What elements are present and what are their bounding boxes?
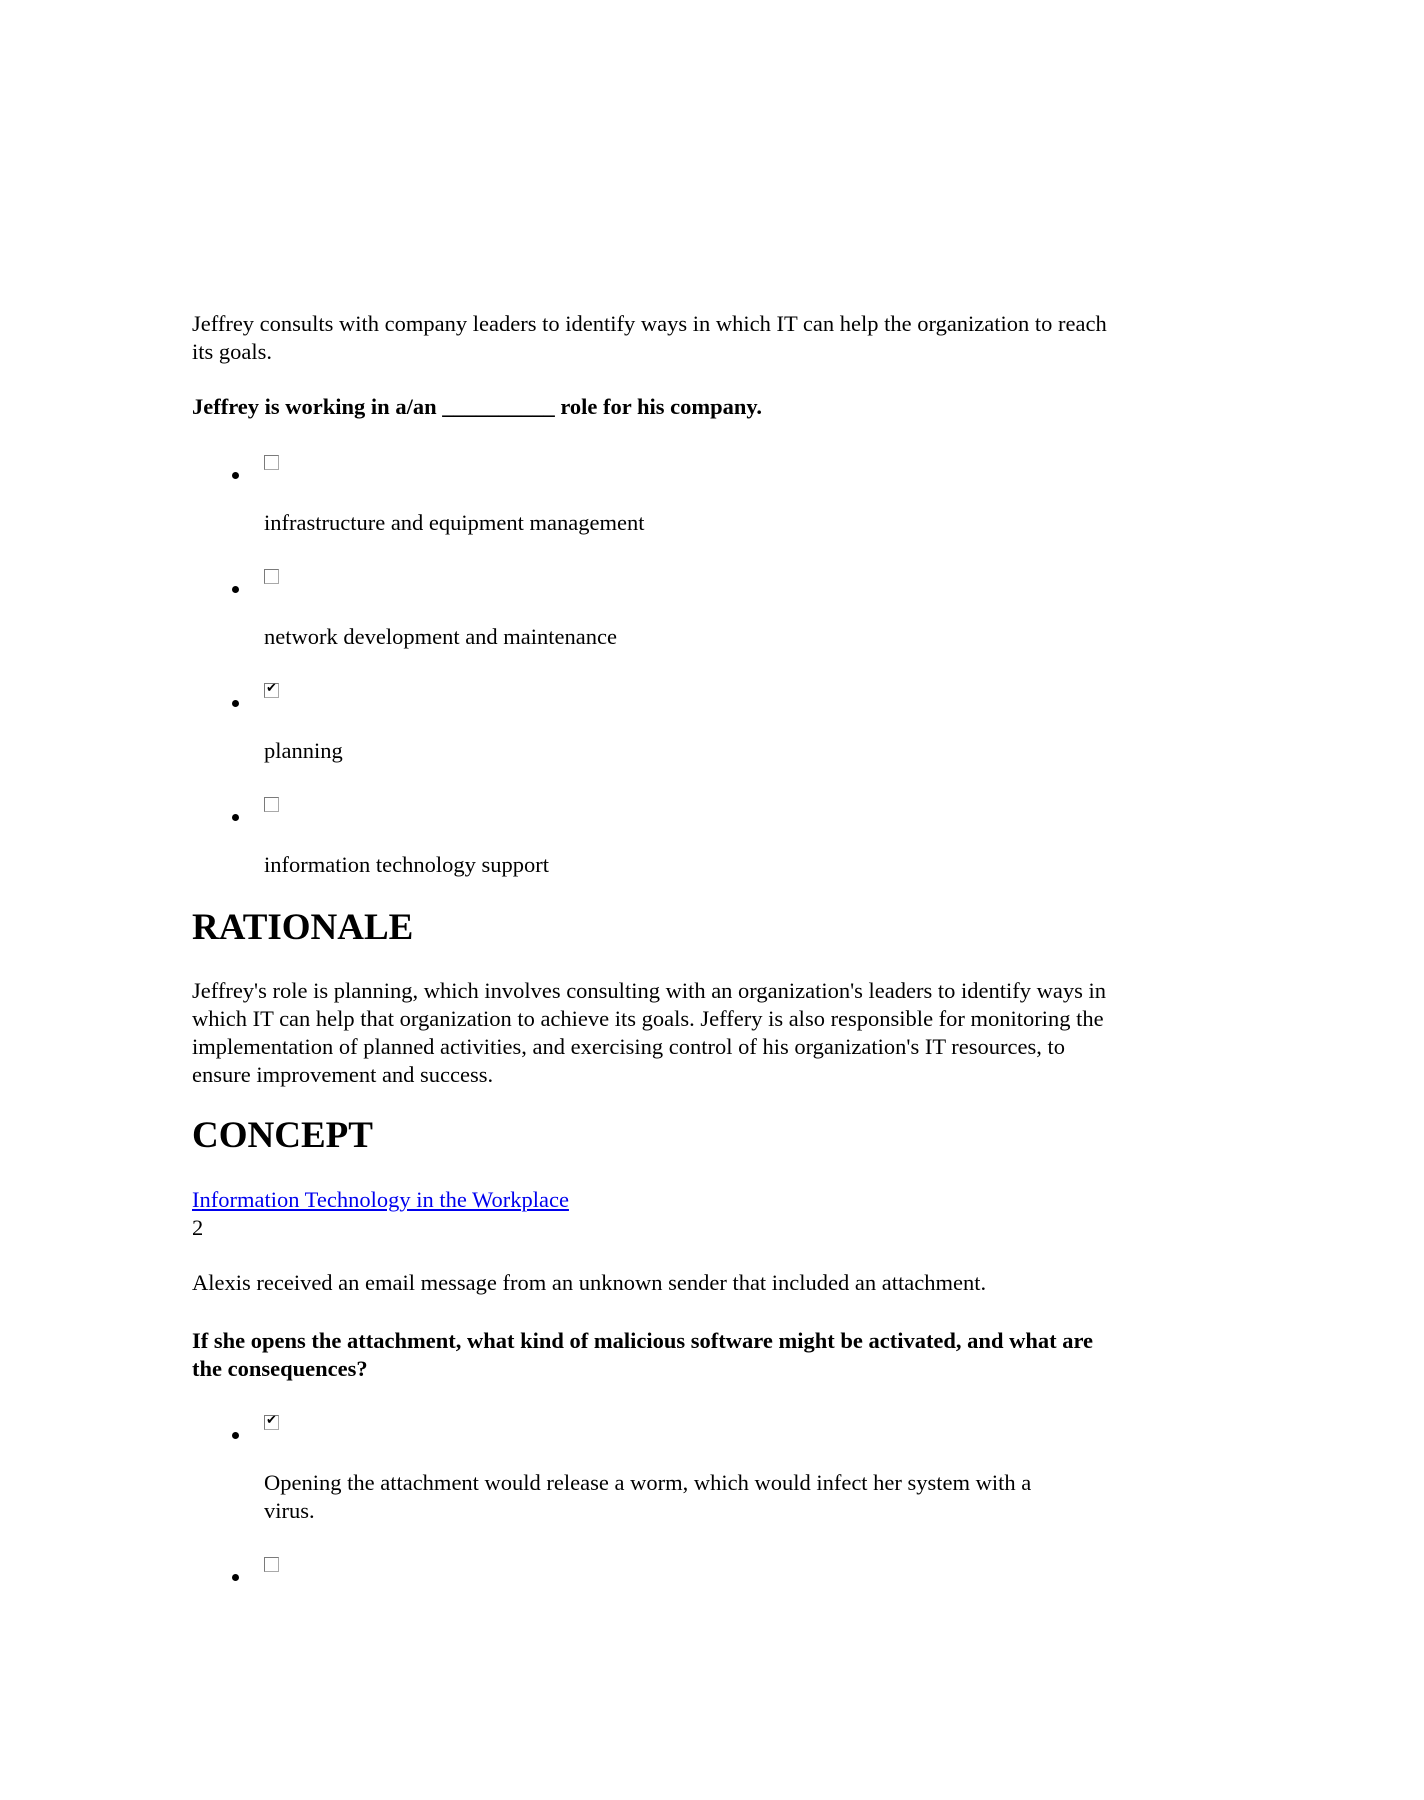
question-number: 2 — [192, 1215, 204, 1240]
bullet-icon — [232, 814, 239, 821]
q2-option-1[interactable] — [192, 1415, 1124, 1525]
checkbox-unchecked-icon[interactable] — [264, 455, 279, 470]
q2-stem: Alexis received an email message from an unknown sender that included an attachment. — [192, 1270, 987, 1295]
bullet-icon — [232, 1574, 239, 1581]
q1-option-1[interactable] — [192, 455, 1124, 537]
concept-link[interactable]: Information Technology in the Workplace — [192, 1187, 569, 1212]
concept-heading: CONCEPT — [192, 1115, 373, 1156]
checkmark-icon: ✔ — [266, 1413, 277, 1428]
q1-option-3-label: planning — [264, 738, 343, 763]
q2-option-1-label: Opening the attachment would release a worm, which would infect her system with a virus. — [264, 1470, 1032, 1523]
checkbox-checked-icon[interactable] — [264, 1415, 279, 1430]
rationale-text: Jeffrey's role is planning, which involves consulting with an organization's leaders to identify ways in which IT can help that organization to achieve its goals. Jeffery is also responsible for monitoring the implementation of planned activities, and exercising control of his organization's IT resources, to ensure improvement and success. — [192, 978, 1106, 1087]
q1-prompt: Jeffrey is working in a/an __________ role for his company. — [192, 394, 763, 419]
checkbox-unchecked-icon[interactable] — [264, 1557, 279, 1572]
bullet-icon — [232, 586, 239, 593]
bullet-icon — [232, 472, 239, 479]
rationale-heading: RATIONALE — [192, 907, 414, 948]
q2-option-2[interactable] — [192, 1557, 1124, 1572]
checkbox-unchecked-icon[interactable] — [264, 569, 279, 584]
bullet-icon — [232, 700, 239, 707]
checkbox-checked-icon[interactable] — [264, 683, 279, 698]
bullet-icon — [232, 1432, 239, 1439]
q1-option-3[interactable] — [192, 683, 1124, 765]
q1-stem: Jeffrey consults with company leaders to identify ways in which IT can help the organization to reach its goals. — [192, 311, 1107, 364]
checkbox-unchecked-icon[interactable] — [264, 797, 279, 812]
q1-option-4-label: information technology support — [264, 852, 549, 877]
q1-option-2[interactable] — [192, 569, 1124, 651]
q1-option-1-label: infrastructure and equipment management — [264, 510, 645, 535]
checkmark-icon: ✔ — [266, 681, 277, 696]
q1-option-2-label: network development and maintenance — [264, 624, 617, 649]
q2-prompt: If she opens the attachment, what kind of malicious software might be activated, and what are the consequences? — [192, 1328, 1094, 1381]
q1-option-4[interactable] — [192, 797, 1124, 879]
